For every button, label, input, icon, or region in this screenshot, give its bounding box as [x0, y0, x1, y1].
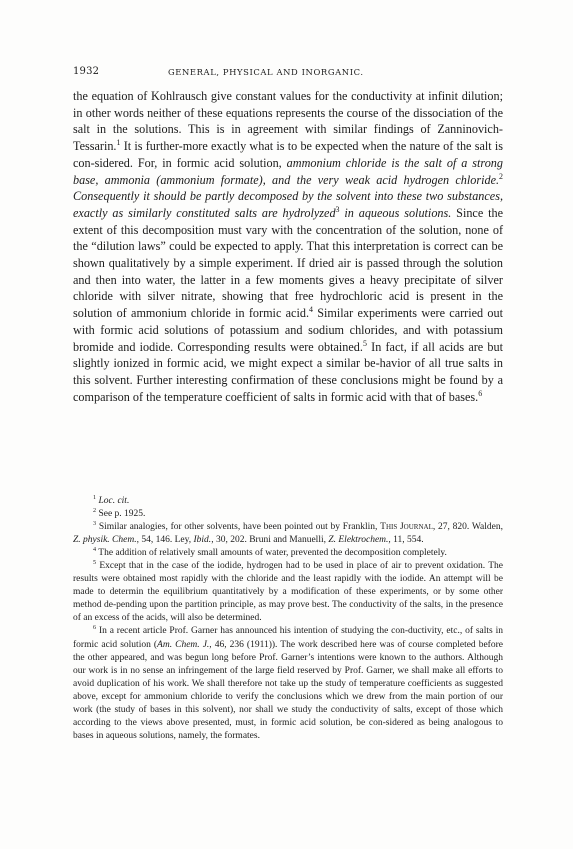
footnote-mark: 6 [93, 625, 97, 632]
footnote-ref: 2 [499, 171, 503, 181]
footnote-ref: 4 [309, 305, 313, 315]
journal-name: Am. Chem. J. [157, 639, 210, 650]
footnote-mark: 4 [93, 547, 97, 554]
footnote-2 [73, 508, 503, 521]
footnote-5 [73, 560, 503, 625]
page-number: 1932 [73, 66, 100, 77]
footnote-mark: 1 [93, 494, 97, 501]
body-italic-segment: in aqueous solutions. [339, 205, 452, 220]
footnote-6 [73, 625, 503, 742]
body-text-segment: In fact, if all acids are but slightly ionized in formic acid, we might expect a similar be-havior of all true salts in this solvent. Further interesting confirmation of these conclusions might be found by a comparison of the temperature coefficient of salts in formic acid with that of bases. [73, 339, 503, 404]
body-text-segment: It is further-more exactly what is to be expected when the nature of the salt is con-sidered. For, in formic acid solution, [73, 139, 503, 170]
footnote-text: , 30, 202. Bruni and Manuelli, [211, 535, 329, 546]
footnote-ref: 6 [478, 388, 483, 398]
journal-name: Z. physik. Chem. [73, 535, 137, 546]
journal-name: Ibid. [193, 535, 212, 546]
journal-name: This Journal [380, 522, 433, 533]
footnote-mark: 3 [93, 520, 97, 527]
footnote-text: , 27, 820. Walden, [432, 522, 504, 533]
body-text-segment: the equation of Kohlrausch give constant values for the conductivity at infinit dilution; in other words neither of these equations represents the course of the dissociation of the salt in the solutions. This is in agreement with similar findings of Zanninovich-Tessarin. [73, 89, 503, 154]
body-text-segment: Similar experiments were carried out with formic acid solutions of potassium and sodium chlorides, and with potassium bromide and iodide. Corresponding results were obtained. [73, 306, 503, 354]
footnotes [73, 495, 503, 743]
footnote-text: Except that in the case of the iodide, hydrogen had to be used in place of air to prevent oxidation. The results were obtained most rapidly with the chloride and the least rapidly with the iodide. An attempt will be made to determin the equilibrium quantitatively by a modification of these experiments, or by some other method de-pending upon the partition principle, as may prove best. The conductivity of the salts, in the presence of an excess of the acids, will also be determined. [73, 561, 503, 624]
footnote-text: The addition of relatively small amounts of water, prevented the decomposition completely. [98, 548, 447, 559]
footnote-text: Loc. cit. [98, 496, 130, 506]
footnote-text: , 54, 146. Ley, [136, 535, 194, 546]
footnote-text: See p. 1925. [98, 509, 146, 520]
footnote-text: In a recent article Prof. Garner has announced his intention of studying the con-ductivity, etc., of salts in formic acid solution ( [73, 626, 503, 650]
footnote-mark: 5 [93, 560, 97, 567]
body-paragraph [73, 88, 503, 405]
footnote-4 [73, 547, 503, 560]
body-text-segment: Since the extent of this decomposition must vary with the concentration of the solution, none of the “dilution laws” could be expected to apply. That this interpretation is correct can be shown qualitatively by a simple experiment. If dried air is passed through the solution and then into water, the latter in a few moments gives a heavy precipitate of silver chloride with silver nitrate, showing that free hydrochloric acid is present in the solution of ammonium chloride in formic acid. [73, 205, 504, 321]
footnote-ref: 3 [335, 204, 340, 214]
footnote-mark: 2 [93, 507, 97, 514]
footnote-text: , 11, 554. [388, 535, 424, 546]
journal-name: Z. Elektrochem. [328, 535, 389, 546]
footnote-text: Similar analogies, for other solvents, have been pointed out by Franklin, [98, 522, 381, 533]
body-italic-segment: ammonium chloride is the salt of a strong base, ammonia (ammonium formate), and the very weak acid hydrogen chloride. [73, 155, 503, 187]
body-italic-segment: Consequently it should be partly decomposed by the solvent into these two substances, exactly as similarly constituted salts are hydrolyzed [73, 189, 503, 220]
footnote-text: , 46, 236 (1911)). The work described here was of course completed before the other appeared, and was begun long before Prof. Garner’s intentions were known to the authors. Although our work is in no sense an infringement of the large field reserved by Prof. Garner, we shall make all efforts to avoid duplication of his work. We shall therefore not take up the study of temperature coefficients as suggested above, except for ammonium chloride to verify the conclusions which we drew from the main portion of our work (the study of bases in this solvent), nor shall we study the conductivity of salts, except of those which according to the views above presented, must, in formic acid solution, be con-sidered as being analogous to bases in aqueous solutions, namely, the formates. [73, 639, 503, 741]
footnote-ref: 1 [116, 138, 121, 148]
footnote-3 [73, 521, 503, 547]
page-header [73, 66, 501, 80]
footnote-ref: 5 [362, 338, 367, 348]
footnote-1 [73, 495, 503, 508]
running-title: GENERAL, PHYSICAL AND INORGANIC. [168, 67, 364, 77]
